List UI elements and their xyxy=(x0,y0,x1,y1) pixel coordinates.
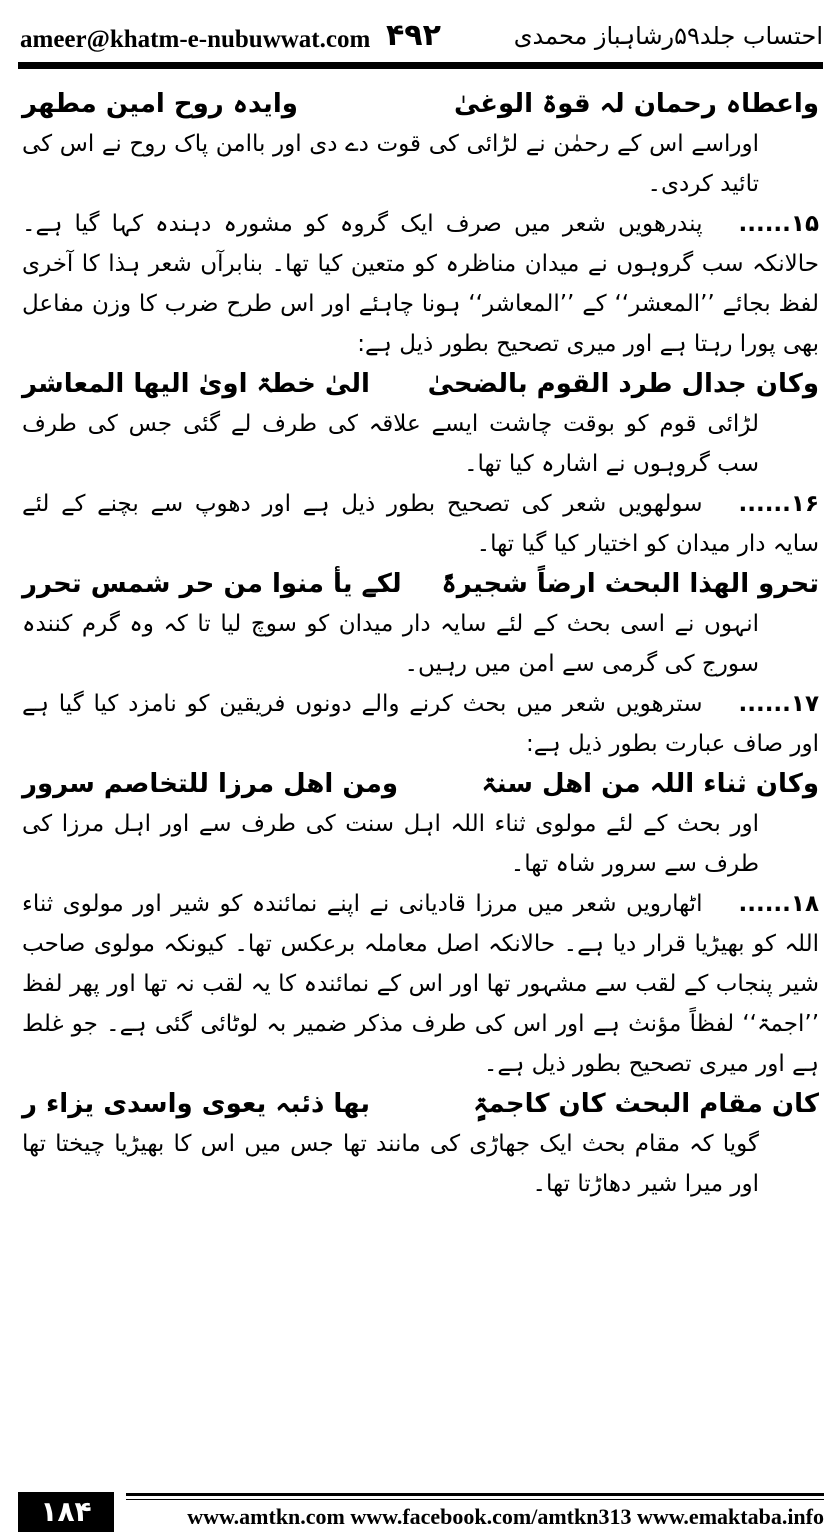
numbered-paragraph xyxy=(22,204,819,364)
verse-hemistich-right: وکان جدال طرد القوم بالضحیٰ xyxy=(427,369,819,399)
verse-hemistich-left: ومن اھل مرزا للتخاصم سرور xyxy=(22,769,399,799)
paragraph-text: اوراسے اس کے رحمٰن نے لڑائی کی قوت دے دی اور باامن پاک روح نے اس کی تائید کردی۔ xyxy=(22,131,759,197)
verse-hemistich-left: لکے یأ منوا من حر شمس تحرر xyxy=(22,569,402,599)
translation-paragraph xyxy=(22,1124,819,1204)
footer-rule-thin xyxy=(126,1499,824,1500)
translation-paragraph xyxy=(22,404,819,484)
paragraph-text: سولھویں شعر کی تصحیح بطور ذیل ہے اور دھوپ سے بچنے کے لئے سایہ دار میدان کو اختیار کیا گیا تھا۔ xyxy=(22,491,819,557)
translation-paragraph xyxy=(22,604,819,684)
arabic-verse xyxy=(22,364,819,404)
verse-hemistich-right: تحرو الھذا البحث ارضاً شجیرۃً xyxy=(441,569,819,599)
paragraph-number: ۱۵...... xyxy=(738,211,819,237)
paragraph-text: لڑائی قوم کو بوقت چاشت ایسے علاقہ کی طرف لے گئی جس کی طرف سب گروہوں نے اشارہ کیا تھا۔ xyxy=(22,411,759,477)
email-address: ameer@khatm-e-nubuwwat.com xyxy=(20,26,371,53)
arabic-verse xyxy=(22,764,819,804)
arabic-verse xyxy=(22,84,819,124)
translation-paragraph xyxy=(22,124,819,204)
verse-hemistich-left: بھا ذئبہ یعوی واسدی یزاء ر xyxy=(22,1089,371,1119)
paragraph-text: اٹھارویں شعر میں مرزا قادیانی نے اپنے نمائندہ کو شیر اور مولوی ثناء اللہ کو بھیڑیا قرار دیا ہے۔ حالانکہ اصل معاملہ برعکس تھا۔ کیونکہ مولوی صاحب شیر پنجاب کے لقب سے مشہور تھا اور اس کے نمائندہ کا یہ لقب نہ تھا اور پھر لفظ ’’اجمۃ‘‘ لفظاً مؤنث ہے اور اس کی طرف مذکر ضمیر بہ لوٹائی گئی ہے۔ جو غلط ہے اور میری تصحیح بطور ذیل ہے۔ xyxy=(22,891,819,1077)
numbered-paragraph xyxy=(22,684,819,764)
page-header xyxy=(18,14,823,58)
page-body xyxy=(22,84,819,1204)
paragraph-text: گویا کہ مقام بحث ایک جھاڑی کی مانند تھا جس میں اس کا بھیڑیا چیختا تھا اور میرا شیر دھاڑتا تھا۔ xyxy=(22,1131,759,1197)
verse-hemistich-right: واعطاہ رحمان لہ قوۃ الوغیٰ xyxy=(453,89,819,119)
page-number-top: ۴۹۲ xyxy=(386,18,441,53)
verse-hemistich-right: وکان ثناء اللہ من اھل سنۃ xyxy=(481,769,819,799)
paragraph-number: ۱۷...... xyxy=(738,691,819,717)
paragraph-text: پندرھویں شعر میں صرف ایک گروہ کو مشورہ دہندہ کہا گیا ہے۔ حالانکہ سب گروہوں نے میدان مناظرہ کو متعین کیا تھا۔ بنابرآں شعر ہذا کا آخری لفظ بجائے ’’المعشر‘‘ کے ’’المعاشر‘‘ ہونا چاہئے اور اس طرح ضرب کا وزن مفاعل بھی پورا رہتا ہے اور میری تصحیح بطور ذیل ہے: xyxy=(22,211,819,357)
arabic-verse xyxy=(22,564,819,604)
verse-hemistich-left: الیٰ خطۃ اویٰ الیھا المعاشر xyxy=(22,369,370,399)
verse-hemistich-left: وایدہ روح امین مطھر xyxy=(22,89,298,119)
paragraph-number: ۱۸...... xyxy=(738,891,819,917)
paragraph-text: اور بحث کے لئے مولوی ثناء اللہ اہل سنت کی طرف سے اور اہل مرزا کی طرف سے سرور شاہ تھا۔ xyxy=(22,811,759,877)
verse-hemistich-right: کان مقام البحث کان کاجمۃٍ xyxy=(473,1089,819,1119)
paragraph-number: ۱۶...... xyxy=(738,491,819,517)
arabic-verse xyxy=(22,1084,819,1124)
translation-paragraph xyxy=(22,804,819,884)
paragraph-text: انہوں نے اسی بحث کے لئے سایہ دار میدان کو سوچ لیا تا کہ وہ گرم کنندہ سورج کی گرمی سے امن میں رہیں۔ xyxy=(22,611,759,677)
book-title: احتساب جلد۵۹رشاہباز محمدی xyxy=(513,22,823,50)
footer-rule xyxy=(126,1493,824,1496)
numbered-paragraph xyxy=(22,484,819,564)
paragraph-text: سترھویں شعر میں بحث کرنے والے دونوں فریقین کو نامزد کیا گیا ہے اور صاف عبارت بطور ذیل ہے: xyxy=(22,691,819,757)
header-rule xyxy=(18,62,823,69)
page-number-bottom: ۱۸۴ xyxy=(18,1492,114,1532)
footer-links: www.amtkn.com www.facebook.com/amtkn313 www.emaktaba.info xyxy=(187,1504,824,1529)
numbered-paragraph xyxy=(22,884,819,1084)
